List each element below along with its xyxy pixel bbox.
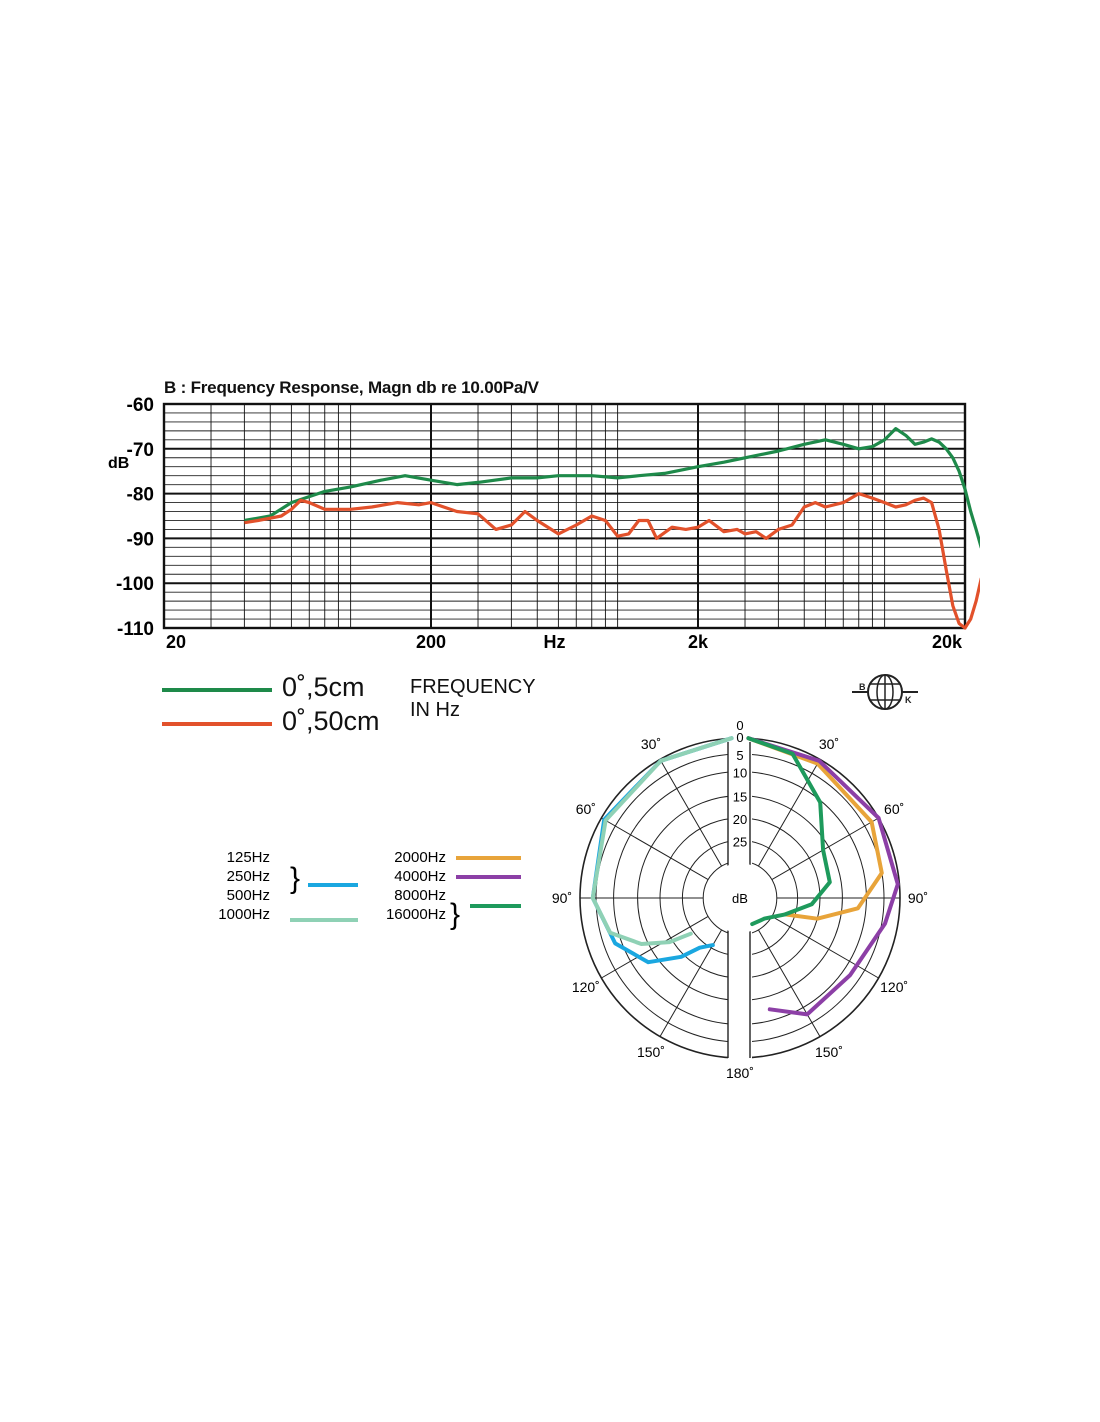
x-tick-label: 20k [931, 632, 963, 652]
polar-spoke [758, 759, 820, 866]
polar-spoke [758, 930, 820, 1037]
angle-label: 60˚ [575, 801, 596, 817]
polar-legend-label: 2000Hz [394, 849, 446, 866]
x-tick-label: 20 [165, 632, 187, 652]
frequency-response-chart [100, 378, 980, 658]
angle-label: 120˚ [571, 979, 600, 995]
y-tick-label: -110 [117, 619, 154, 640]
radial-tick-label: 10 [732, 765, 748, 781]
brace-icon: } [450, 898, 461, 931]
curve-4000hz [748, 735, 897, 1014]
radial-tick-label: 20 [732, 812, 748, 827]
angle-label: 150˚ [636, 1044, 666, 1061]
legend-label-5cm: 0˚,5cm [282, 672, 365, 702]
angle-label: 120˚ [880, 979, 909, 995]
angle-label: 30˚ [640, 735, 662, 752]
polar-center-label: dB [732, 891, 748, 906]
svg-text:K: K [905, 695, 912, 705]
radial-tick-label: 5 [736, 748, 744, 763]
polar-spoke [601, 916, 708, 978]
polar-legend-label: 125Hz [226, 849, 270, 866]
brace-icon: } [290, 862, 301, 895]
polar-spoke [660, 759, 722, 866]
y-tick-label: -80 [126, 484, 154, 506]
x-tick-label: Hz [543, 632, 566, 652]
radial-tick-label: 0 [736, 730, 744, 745]
polar-spoke [601, 818, 708, 880]
y-tick-label: -100 [115, 574, 154, 596]
curve-low-freq [593, 735, 732, 962]
angle-label: 90˚ [551, 890, 573, 906]
frequency-response-plot [100, 378, 980, 658]
y-tick-label: -60 [126, 395, 154, 416]
polar-pattern-chart [210, 720, 950, 1080]
angle-label: 150˚ [814, 1044, 844, 1061]
legend-label-50cm: 0˚,50cm [282, 706, 380, 736]
globe-logo-icon [850, 672, 920, 712]
polar-legend-label: 16000Hz [385, 906, 446, 923]
polar-spoke [772, 916, 879, 978]
frequency-axis-label: FREQUENCY IN Hz [410, 676, 536, 721]
chart-title: B : Frequency Response, Magn db re 10.00Pa/V [164, 378, 539, 397]
x-tick-label: 200 [415, 632, 447, 652]
radial-tick-label: 15 [732, 789, 748, 805]
series-line-0 [244, 429, 980, 552]
legend-line-5cm [162, 688, 272, 692]
y-tick-label: -90 [126, 529, 154, 551]
y-tick-label: -70 [126, 439, 154, 461]
y-axis-label: dB [108, 455, 130, 473]
angle-label: 60˚ [884, 801, 905, 817]
polar-legend-label: 500Hz [226, 887, 270, 904]
polar-plot [210, 720, 950, 1080]
polar-legend-label: 250Hz [226, 868, 270, 885]
polar-top-zero: 0 [736, 720, 744, 733]
polar-legend-label: 8000Hz [394, 887, 446, 904]
polar-legend-label: 1000Hz [218, 906, 270, 923]
angle-label-180: 180˚ [725, 1065, 755, 1080]
polar-legend-label: 4000Hz [394, 868, 446, 885]
svg-text:B: B [859, 682, 866, 692]
polar-spoke [772, 818, 879, 880]
angle-label: 30˚ [818, 735, 840, 752]
series-line-1 [244, 494, 980, 628]
angle-label: 90˚ [907, 890, 929, 906]
x-tick-label: 2k [687, 632, 709, 652]
radial-tick-label: 25 [732, 834, 748, 850]
